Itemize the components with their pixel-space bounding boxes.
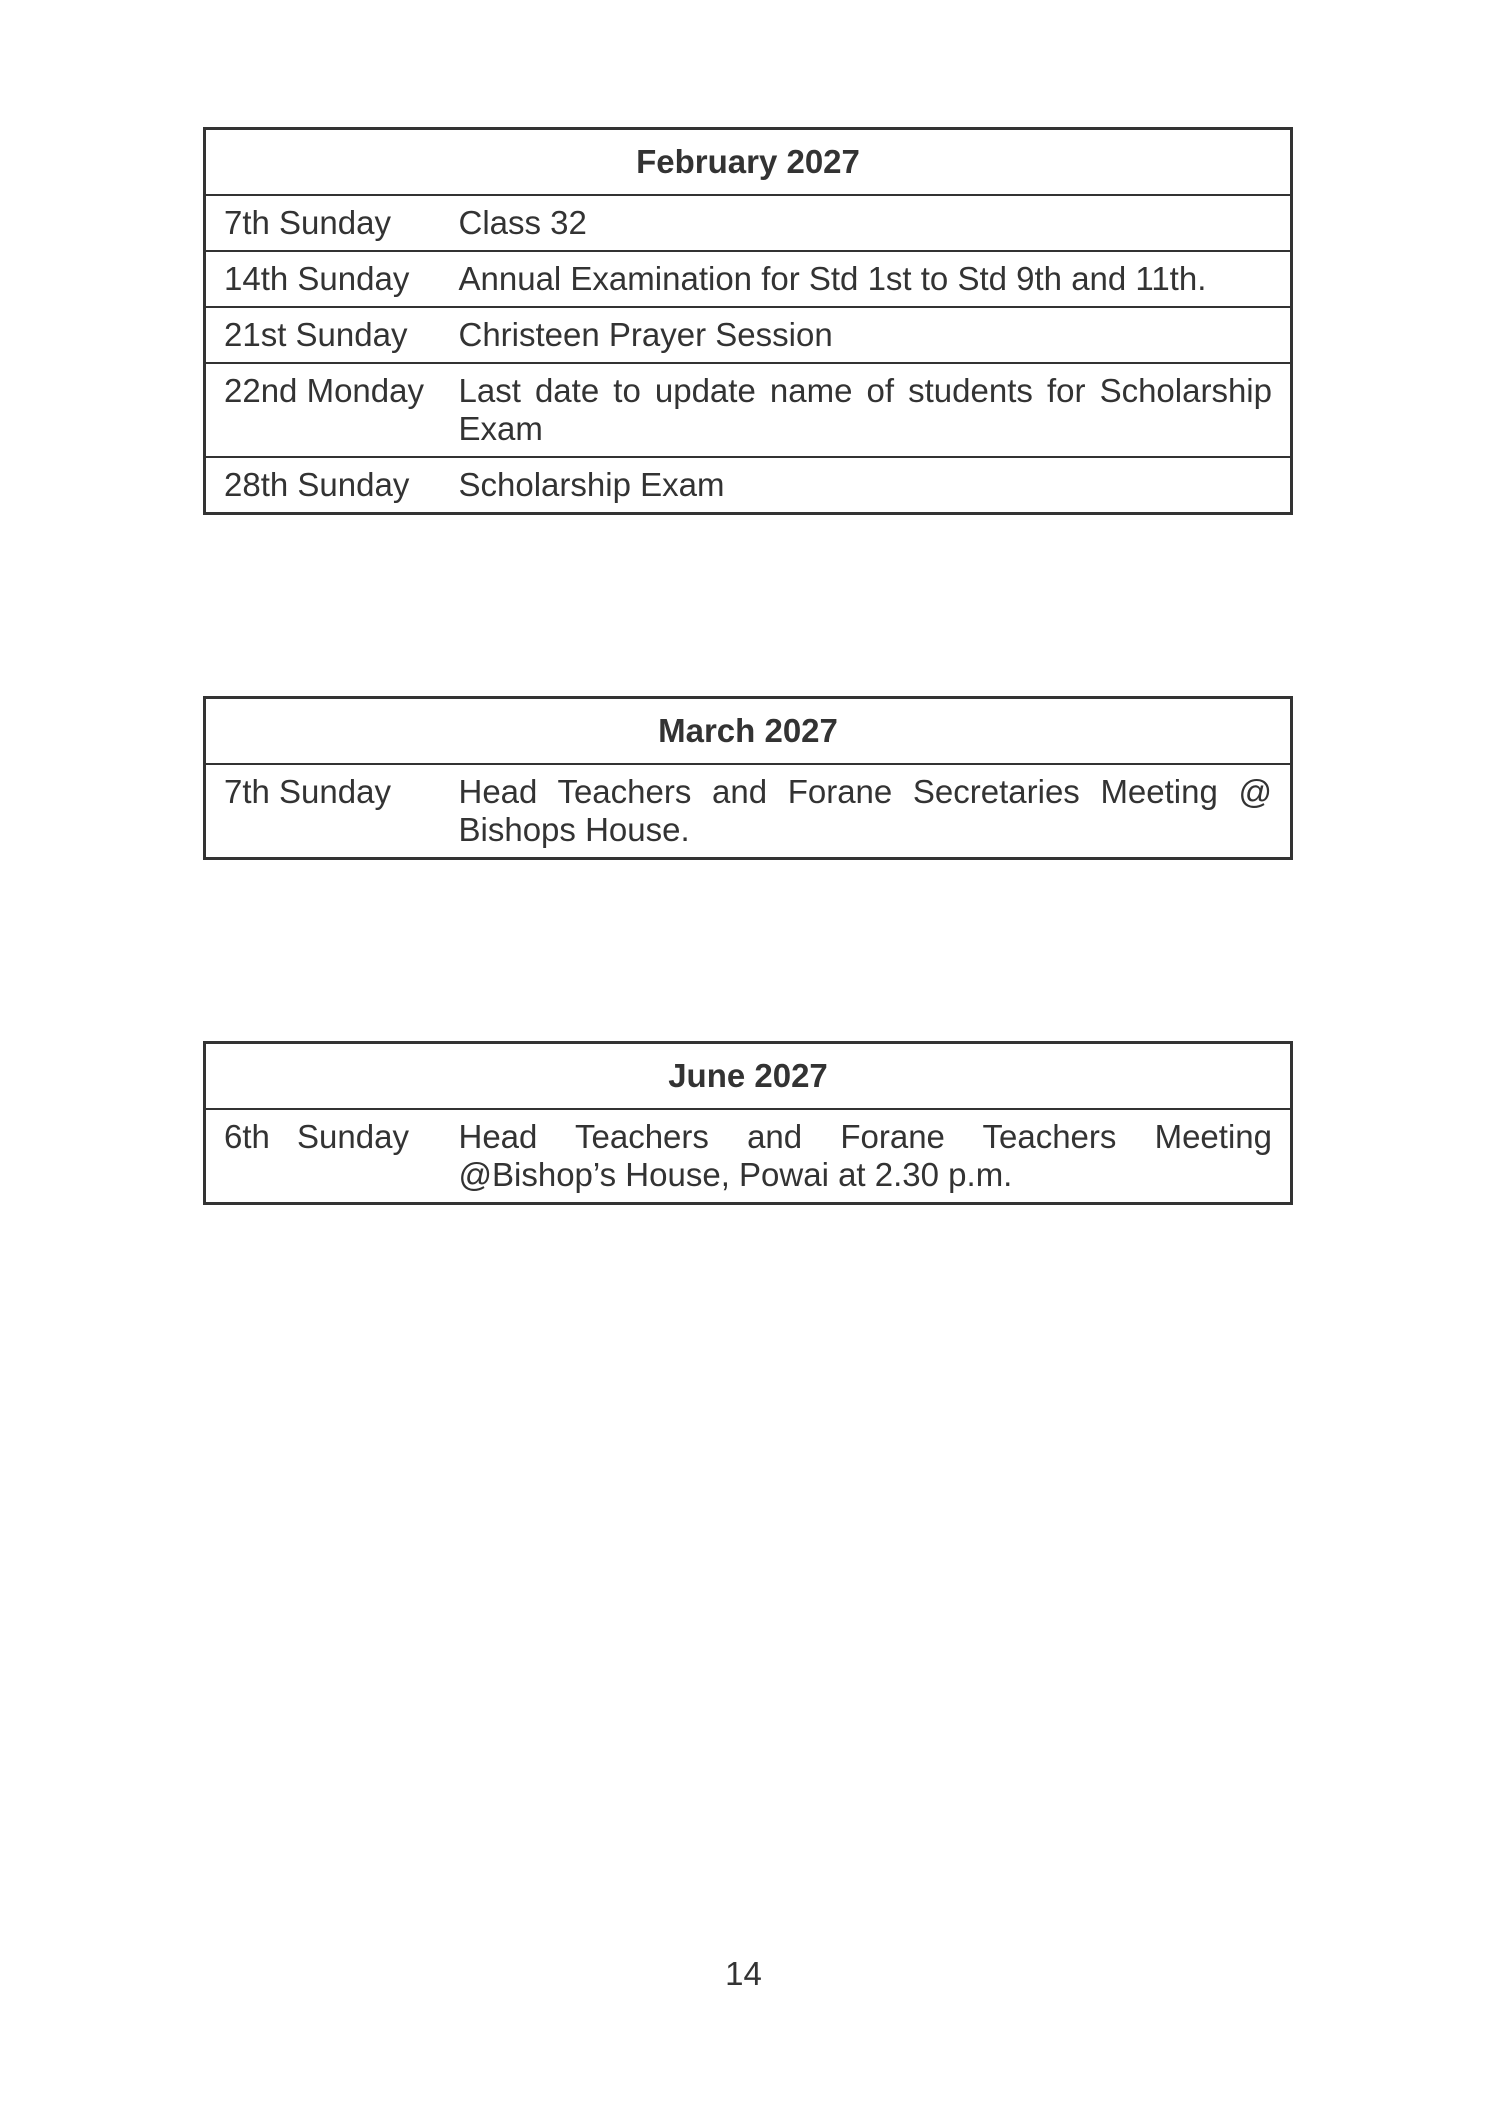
event-date: 14th Sunday	[205, 251, 459, 307]
page-number: 14	[725, 1955, 762, 1992]
event-date: 7th Sunday	[205, 764, 459, 859]
event-description: Last date to update name of students for Scholarship Exam	[459, 363, 1292, 457]
table-title: June 2027	[205, 1043, 1292, 1110]
table-title: February 2027	[205, 129, 1292, 196]
event-date: 22nd Monday	[205, 363, 459, 457]
table-row	[205, 457, 1292, 514]
event-description: Christeen Prayer Session	[459, 307, 1292, 363]
table-row	[205, 195, 1292, 251]
event-description: Annual Examination for Std 1st to Std 9th and 11th.	[459, 251, 1292, 307]
event-date: 28th Sunday	[205, 457, 459, 514]
event-description: Scholarship Exam	[459, 457, 1292, 514]
table-title: March 2027	[205, 698, 1292, 765]
table-row	[205, 363, 1292, 457]
calendar-table-february	[203, 127, 1293, 515]
table-row	[205, 764, 1292, 859]
event-date: 21st Sunday	[205, 307, 459, 363]
event-description: Head Teachers and Forane Teachers Meeting @Bishop’s House, Powai at 2.30 p.m.	[459, 1109, 1292, 1204]
table-row	[205, 251, 1292, 307]
event-date: 6th Sunday	[205, 1109, 459, 1204]
table-row	[205, 1109, 1292, 1204]
event-description: Class 32	[459, 195, 1292, 251]
calendar-table-march	[203, 696, 1293, 860]
event-date: 7th Sunday	[205, 195, 459, 251]
calendar-table-june	[203, 1041, 1293, 1205]
event-description: Head Teachers and Forane Secretaries Meeting @ Bishops House.	[459, 764, 1292, 859]
table-row	[205, 307, 1292, 363]
